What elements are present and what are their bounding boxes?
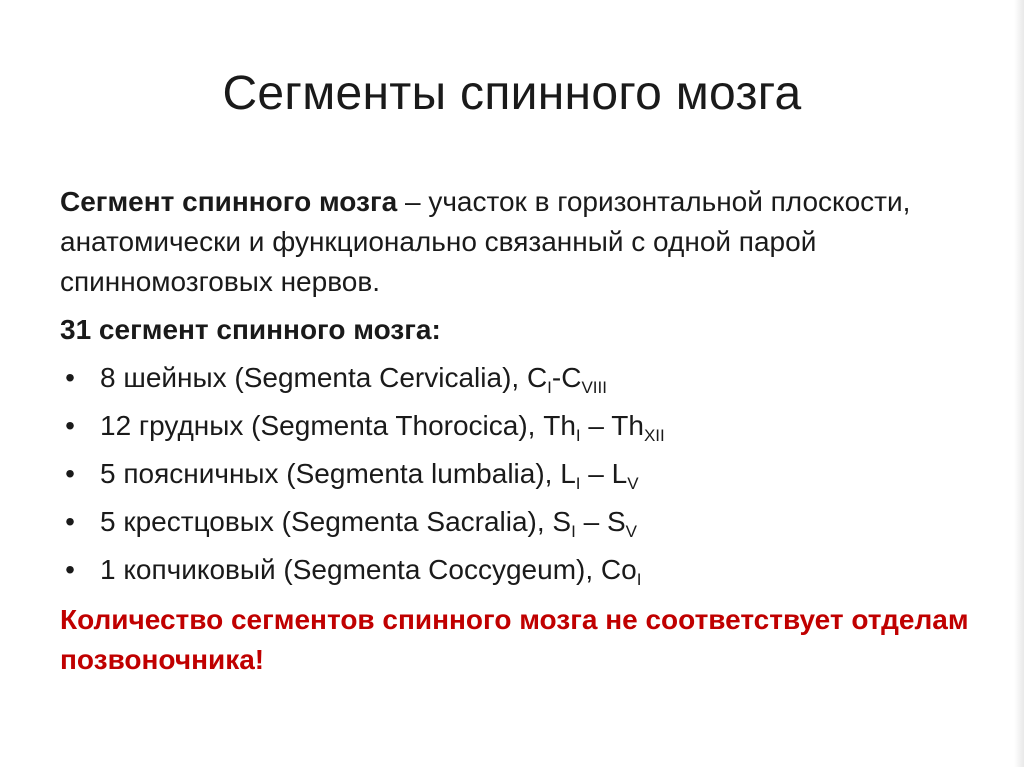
- definition-text: – участок в горизонтальной плоскости, анатомически и функционально связанный с одной парой спинномозговых нервов.: [60, 186, 911, 297]
- bullet-icon: •: [65, 458, 75, 489]
- subscript-start: I: [575, 426, 581, 445]
- subscript-end: V: [625, 522, 637, 541]
- list-item-sacral: [60, 498, 980, 546]
- bullet-icon: •: [65, 410, 75, 441]
- subscript-start: I: [636, 570, 642, 589]
- subscript-end: VIII: [581, 378, 607, 397]
- list-item-lumbar: [60, 450, 980, 498]
- slide-edge-shadow: [1014, 0, 1024, 767]
- list-item-separator: – Th: [580, 410, 644, 441]
- bullet-icon: •: [65, 506, 75, 537]
- list-item-separator: -C: [551, 362, 582, 393]
- list-item-text: 5 поясничных (Segmenta lumbalia), L: [100, 458, 576, 489]
- subscript-end: V: [627, 474, 639, 493]
- subscript-start: I: [571, 522, 576, 541]
- list-item-separator: – L: [580, 458, 628, 489]
- list-item-text: 5 крестцовых (Segmenta Sacralia), S: [100, 506, 572, 537]
- bullet-icon: •: [65, 554, 75, 585]
- list-item-text: 1 копчиковый (Segmenta Coccygeum), Co: [100, 554, 637, 585]
- subscript-start: I: [575, 474, 581, 493]
- subscript-start: I: [547, 378, 552, 397]
- subscript-end: XII: [643, 426, 665, 445]
- list-item-coccygeal: [60, 546, 980, 594]
- warning-note: Количество сегментов спинного мозга не соответствует отделам позвоночника!: [60, 604, 969, 675]
- bullet-icon: •: [65, 362, 75, 393]
- list-item-text: 12 грудных (Segmenta Thorocica), Th: [100, 410, 576, 441]
- definition-paragraph: [60, 182, 980, 302]
- list-item-cervical: [60, 354, 980, 402]
- segment-count-heading: 31 сегмент спинного мозга:: [60, 314, 441, 345]
- slide-title: Сегменты спинного мозга: [222, 67, 802, 120]
- slide-body: [60, 182, 980, 680]
- list-item-separator: – S: [575, 506, 626, 537]
- list-item-text: 8 шейных (Segmenta Cervicalia), C: [100, 362, 548, 393]
- list-item-thoracic: [60, 402, 980, 450]
- definition-term: Сегмент спинного мозга: [60, 186, 398, 217]
- segment-list: [60, 354, 980, 594]
